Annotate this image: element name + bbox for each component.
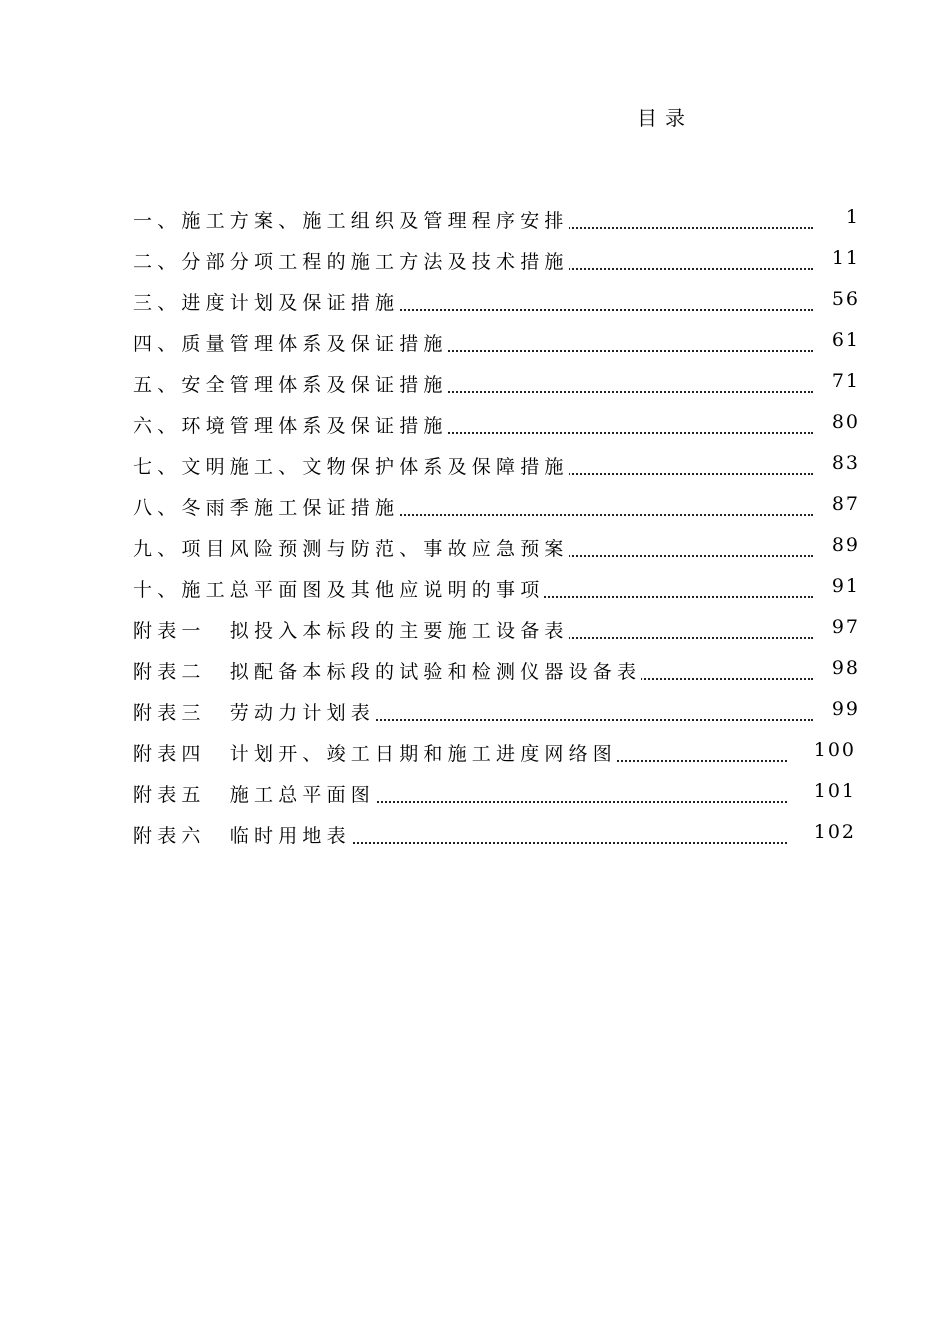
toc-entry-page: 98 [831, 657, 860, 679]
toc-entry[interactable] [0, 323, 950, 364]
toc-entry-label: 三、进度计划及保证措施 [133, 288, 399, 315]
toc-entry-page: 83 [831, 452, 860, 474]
toc-entry-page: 56 [831, 288, 860, 310]
toc-entry-label: 二、分部分项工程的施工方法及技术措施 [133, 247, 569, 274]
toc-entry[interactable] [0, 528, 950, 569]
toc-entry-label: 四、质量管理体系及保证措施 [133, 329, 448, 356]
toc-entry[interactable] [0, 405, 950, 446]
toc-entry[interactable] [0, 651, 950, 692]
toc-entry-label: 附表二 拟配备本标段的试验和检测仪器设备表 [133, 657, 641, 684]
toc-entry-label: 附表六 临时用地表 [133, 821, 351, 848]
toc-entry-label: 九、项目风险预测与防范、事故应急预案 [133, 534, 569, 561]
toc-entry-page: 89 [831, 534, 860, 556]
toc-entry-page: 99 [831, 698, 860, 720]
toc-entry[interactable] [0, 569, 950, 610]
toc-entry-page: 101 [813, 780, 856, 802]
toc-entry[interactable] [0, 282, 950, 323]
toc-entry[interactable] [0, 200, 950, 241]
toc-entry[interactable] [0, 446, 950, 487]
toc-entry[interactable] [0, 733, 950, 774]
toc-entry-label: 一、施工方案、施工组织及管理程序安排 [133, 206, 569, 233]
toc-entry-label: 附表一 拟投入本标段的主要施工设备表 [133, 616, 569, 643]
toc-entry-page: 71 [831, 370, 860, 392]
toc-entry[interactable] [0, 241, 950, 282]
toc-entry-label: 附表三 劳动力计划表 [133, 698, 375, 725]
page-title: 目录 [637, 106, 693, 130]
toc-entry-page: 1 [845, 206, 860, 228]
toc-entry-label: 附表四 计划开、竣工日期和施工进度网络图 [133, 739, 617, 766]
toc-entry-page: 91 [831, 575, 860, 597]
toc-entry-label: 八、冬雨季施工保证措施 [133, 493, 399, 520]
toc-entry[interactable] [0, 610, 950, 651]
toc-entry-label: 六、环境管理体系及保证措施 [133, 411, 448, 438]
toc-entry-page: 80 [831, 411, 860, 433]
toc-entry-label: 五、安全管理体系及保证措施 [133, 370, 448, 397]
toc-entry-label: 十、施工总平面图及其他应说明的事项 [133, 575, 544, 602]
toc-entry[interactable] [0, 692, 950, 733]
toc-entry-label: 七、文明施工、文物保护体系及保障措施 [133, 452, 569, 479]
toc-entry-page: 100 [813, 739, 856, 761]
toc-entry[interactable] [0, 364, 950, 405]
toc-entry-page: 102 [813, 821, 856, 843]
toc-entry[interactable] [0, 815, 950, 856]
toc-entry-page: 61 [831, 329, 860, 351]
toc-entry-page: 11 [831, 247, 860, 269]
toc-entry[interactable] [0, 774, 950, 815]
toc-entry-page: 97 [831, 616, 860, 638]
toc-entry[interactable] [0, 487, 950, 528]
toc-entry-page: 87 [831, 493, 860, 515]
toc-entry-label: 附表五 施工总平面图 [133, 780, 375, 807]
